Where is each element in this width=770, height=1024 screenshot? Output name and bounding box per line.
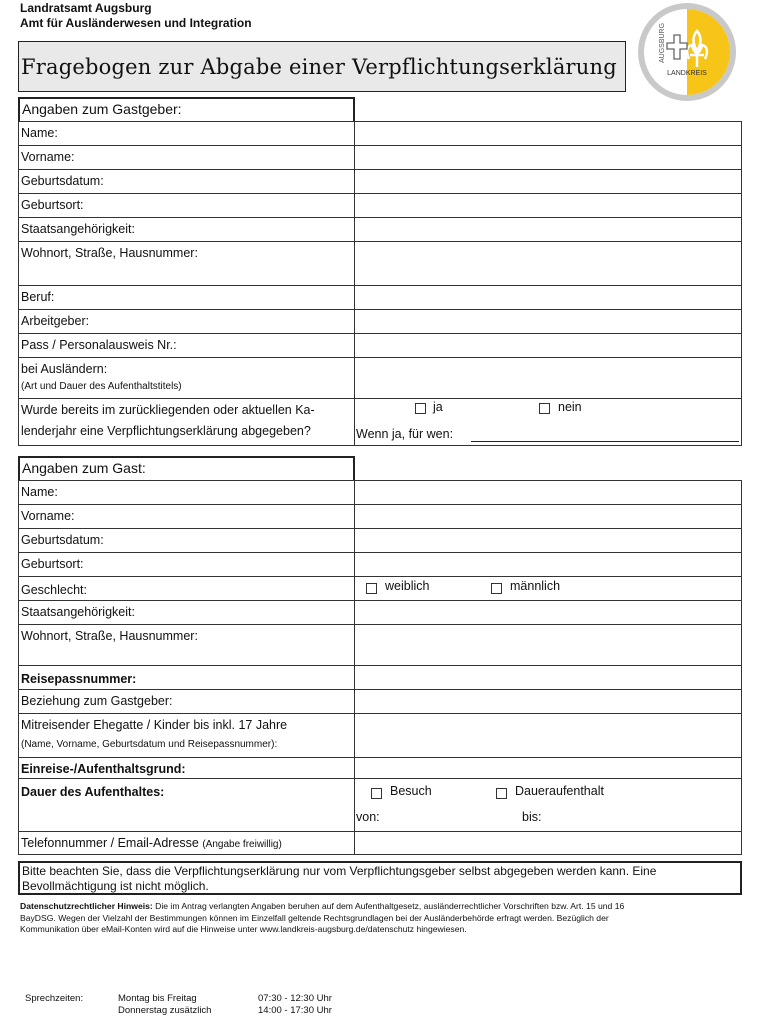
guest-label-geburtsdatum: Geburtsdatum: (19, 529, 355, 552)
guest-label-telefon-note: (Angabe freiwillig) (202, 839, 282, 850)
guest-input-geburtsdatum[interactable] (355, 529, 741, 552)
guest-section-heading: Angaben zum Gast: (18, 456, 355, 480)
host-label-auslaender-note: (Art und Dauer des Aufenthaltstitels) (21, 381, 182, 392)
logo-badge-text: LANDKREIS (667, 70, 707, 77)
guest-row-grund (18, 757, 742, 779)
guest-input-reisepass[interactable] (355, 666, 741, 689)
host-row-auslaender (18, 357, 742, 399)
host-input-vorname[interactable] (355, 146, 741, 169)
host-label-beruf: Beruf: (19, 286, 355, 309)
host-row-wohnort (18, 241, 742, 286)
guest-row-geburtsdatum (18, 528, 742, 553)
guest-input-grund[interactable] (355, 758, 741, 778)
host-label-auslaender-text: bei Ausländern: (21, 362, 108, 376)
host-input-name[interactable] (355, 122, 741, 145)
guest-row-staat (18, 600, 742, 625)
guest-label-dauer: Dauer des Aufenthaltes: (19, 779, 355, 831)
notice-box (18, 861, 742, 895)
office-name (20, 1, 252, 31)
guest-label-mitreisend-note: (Name, Vorname, Geburtsdatum und Reisepassnummer): (21, 739, 278, 750)
checkbox-nein-label: nein (558, 400, 582, 414)
checkbox-ja-label: ja (433, 400, 443, 414)
host-input-beruf[interactable] (355, 286, 741, 309)
host-label-geburtsort: Geburtsort: (19, 194, 355, 217)
office-line-1: Landratsamt Augsburg (20, 1, 152, 15)
notice-line-1: Bitte beachten Sie, dass die Verpflichtungserklärung nur vom Verpflichtungsgeber selbst abgegeben werden kann. Eine (22, 864, 657, 878)
host-label-frage-l2: lenderjahr eine Verpflichtungserklärung abgegeben? (21, 424, 311, 438)
hours-time-2: 14:00 - 17:30 Uhr (258, 1005, 332, 1016)
host-input-wohnort[interactable] (355, 242, 741, 285)
host-label-geburtsdatum: Geburtsdatum: (19, 170, 355, 193)
checkbox-weiblich[interactable] (366, 583, 377, 594)
guest-row-vorname (18, 504, 742, 529)
guest-input-vorname[interactable] (355, 505, 741, 528)
guest-row-name (18, 480, 742, 505)
logo-vertical-text: AUGSBURG (659, 22, 666, 63)
guest-label-mitreisend-text: Mitreisender Ehegatte / Kinder bis inkl. 17 Jahre (21, 718, 288, 732)
checkbox-maennlich-label: männlich (510, 579, 561, 593)
hours-time-1: 07:30 - 12:30 Uhr (258, 993, 332, 1004)
host-input-geburtsort[interactable] (355, 194, 741, 217)
guest-value-geschlecht (355, 577, 741, 600)
guest-input-staat[interactable] (355, 601, 741, 624)
checkbox-weiblich-label: weiblich (385, 579, 430, 593)
host-row-beruf (18, 285, 742, 310)
host-row-pass (18, 333, 742, 358)
guest-input-geburtsort[interactable] (355, 553, 741, 576)
host-input-geburtsdatum[interactable] (355, 170, 741, 193)
form-title: Fragebogen zur Abgabe einer Verpflichtungserklärung (21, 55, 617, 79)
host-value-frage (355, 399, 741, 445)
checkbox-nein[interactable] (539, 403, 550, 414)
host-label-arbeitgeber: Arbeitgeber: (19, 310, 355, 333)
host-row-frage (18, 398, 742, 446)
guest-label-wohnort: Wohnort, Straße, Hausnummer: (19, 625, 355, 665)
guest-input-wohnort[interactable] (355, 625, 741, 665)
landkreis-logo (634, 1, 740, 103)
host-label-auslaender (19, 358, 355, 398)
checkbox-ja[interactable] (415, 403, 426, 414)
guest-label-telefon-text: Telefonnummer / Email-Adresse (21, 836, 199, 850)
guest-input-telefon[interactable] (355, 832, 741, 854)
host-section-heading: Angaben zum Gastgeber: (18, 97, 355, 121)
host-label-vorname: Vorname: (19, 146, 355, 169)
host-label-name: Name: (19, 122, 355, 145)
privacy-label: Datenschutzrechtlicher Hinweis: (20, 901, 153, 911)
host-input-arbeitgeber[interactable] (355, 310, 741, 333)
guest-input-beziehung[interactable] (355, 690, 741, 713)
von-label: von: (356, 810, 380, 824)
checkbox-besuch[interactable] (371, 788, 382, 799)
guest-label-beziehung: Beziehung zum Gastgeber: (19, 690, 355, 713)
office-line-2: Amt für Ausländerwesen und Integration (20, 16, 252, 30)
guest-row-dauer (18, 778, 742, 832)
guest-input-name[interactable] (355, 481, 741, 504)
hours-days (118, 993, 211, 1017)
guest-row-mitreisend (18, 713, 742, 758)
guest-label-geschlecht: Geschlecht: (19, 577, 355, 600)
host-label-pass: Pass / Personalausweis Nr.: (19, 334, 355, 357)
guest-label-telefon (19, 832, 355, 854)
hours-label: Sprechzeiten: (25, 993, 84, 1004)
guest-input-mitreisend[interactable] (355, 714, 741, 757)
guest-value-dauer (355, 779, 741, 831)
hours-day-2: Donnerstag zusätzlich (118, 1005, 212, 1016)
checkbox-maennlich[interactable] (491, 583, 502, 594)
privacy-notice (20, 901, 738, 936)
guest-row-geburtsort (18, 552, 742, 577)
guest-row-wohnort (18, 624, 742, 666)
privacy-text-l2: BayDSG. Wegen der Vielzahl der Bestimmungen können im Einzelfall geltende Rechtsgrundlagen bei der Ausländerbehörde erfragt werden. Bezüglich der (20, 912, 609, 923)
guest-label-vorname: Vorname: (19, 505, 355, 528)
checkbox-besuch-label: Besuch (390, 784, 432, 798)
host-label-frage-l1: Wurde bereits im zurückliegenden oder aktuellen Ka- (21, 403, 315, 417)
guest-label-geburtsort: Geburtsort: (19, 553, 355, 576)
hours-day-1: Montag bis Freitag (118, 993, 197, 1004)
guest-label-grund: Einreise-/Aufenthaltsgrund: (19, 758, 355, 778)
guest-label-name: Name: (19, 481, 355, 504)
guest-row-reisepass (18, 665, 742, 690)
host-label-wohnort: Wohnort, Straße, Hausnummer: (19, 242, 355, 285)
checkbox-daueraufenthalt-label: Daueraufenthalt (515, 784, 604, 798)
host-row-geburtsdatum (18, 169, 742, 194)
checkbox-daueraufenthalt[interactable] (496, 788, 507, 799)
guest-label-reisepass: Reisepassnummer: (19, 666, 355, 689)
hours-times (258, 993, 332, 1017)
guest-row-geschlecht (18, 576, 742, 601)
host-row-geburtsort (18, 193, 742, 218)
host-row-staat (18, 217, 742, 242)
privacy-text-l1: Die im Antrag verlangten Angaben beruhen auf dem Aufenthaltgesetz, ausländerrechtlicher Vorschriften bzw. Art. 15 und 16 (152, 901, 625, 911)
host-input-staat[interactable] (355, 218, 741, 241)
host-input-pass[interactable] (355, 334, 741, 357)
guest-label-mitreisend (19, 714, 355, 757)
host-label-staat: Staatsangehörigkeit: (19, 218, 355, 241)
form-title-box (18, 41, 626, 92)
guest-row-beziehung (18, 689, 742, 714)
privacy-text-l3: Kommunikation über eMail-Konten wird auf die Hinweise unter www.landkreis-augsburg.de/datenschutz hingewiesen. (20, 924, 467, 934)
host-row-arbeitgeber (18, 309, 742, 334)
host-label-frage (19, 399, 355, 445)
guest-row-telefon (18, 831, 742, 855)
host-row-name (18, 121, 742, 146)
host-input-auslaender[interactable] (355, 358, 741, 398)
guest-label-staat: Staatsangehörigkeit: (19, 601, 355, 624)
wenn-ja-input-line[interactable] (471, 441, 739, 442)
bis-label: bis: (522, 810, 542, 824)
wenn-ja-label: Wenn ja, für wen: (356, 427, 454, 441)
host-row-vorname (18, 145, 742, 170)
notice-line-2: Bevollmächtigung ist nicht möglich. (22, 879, 209, 893)
